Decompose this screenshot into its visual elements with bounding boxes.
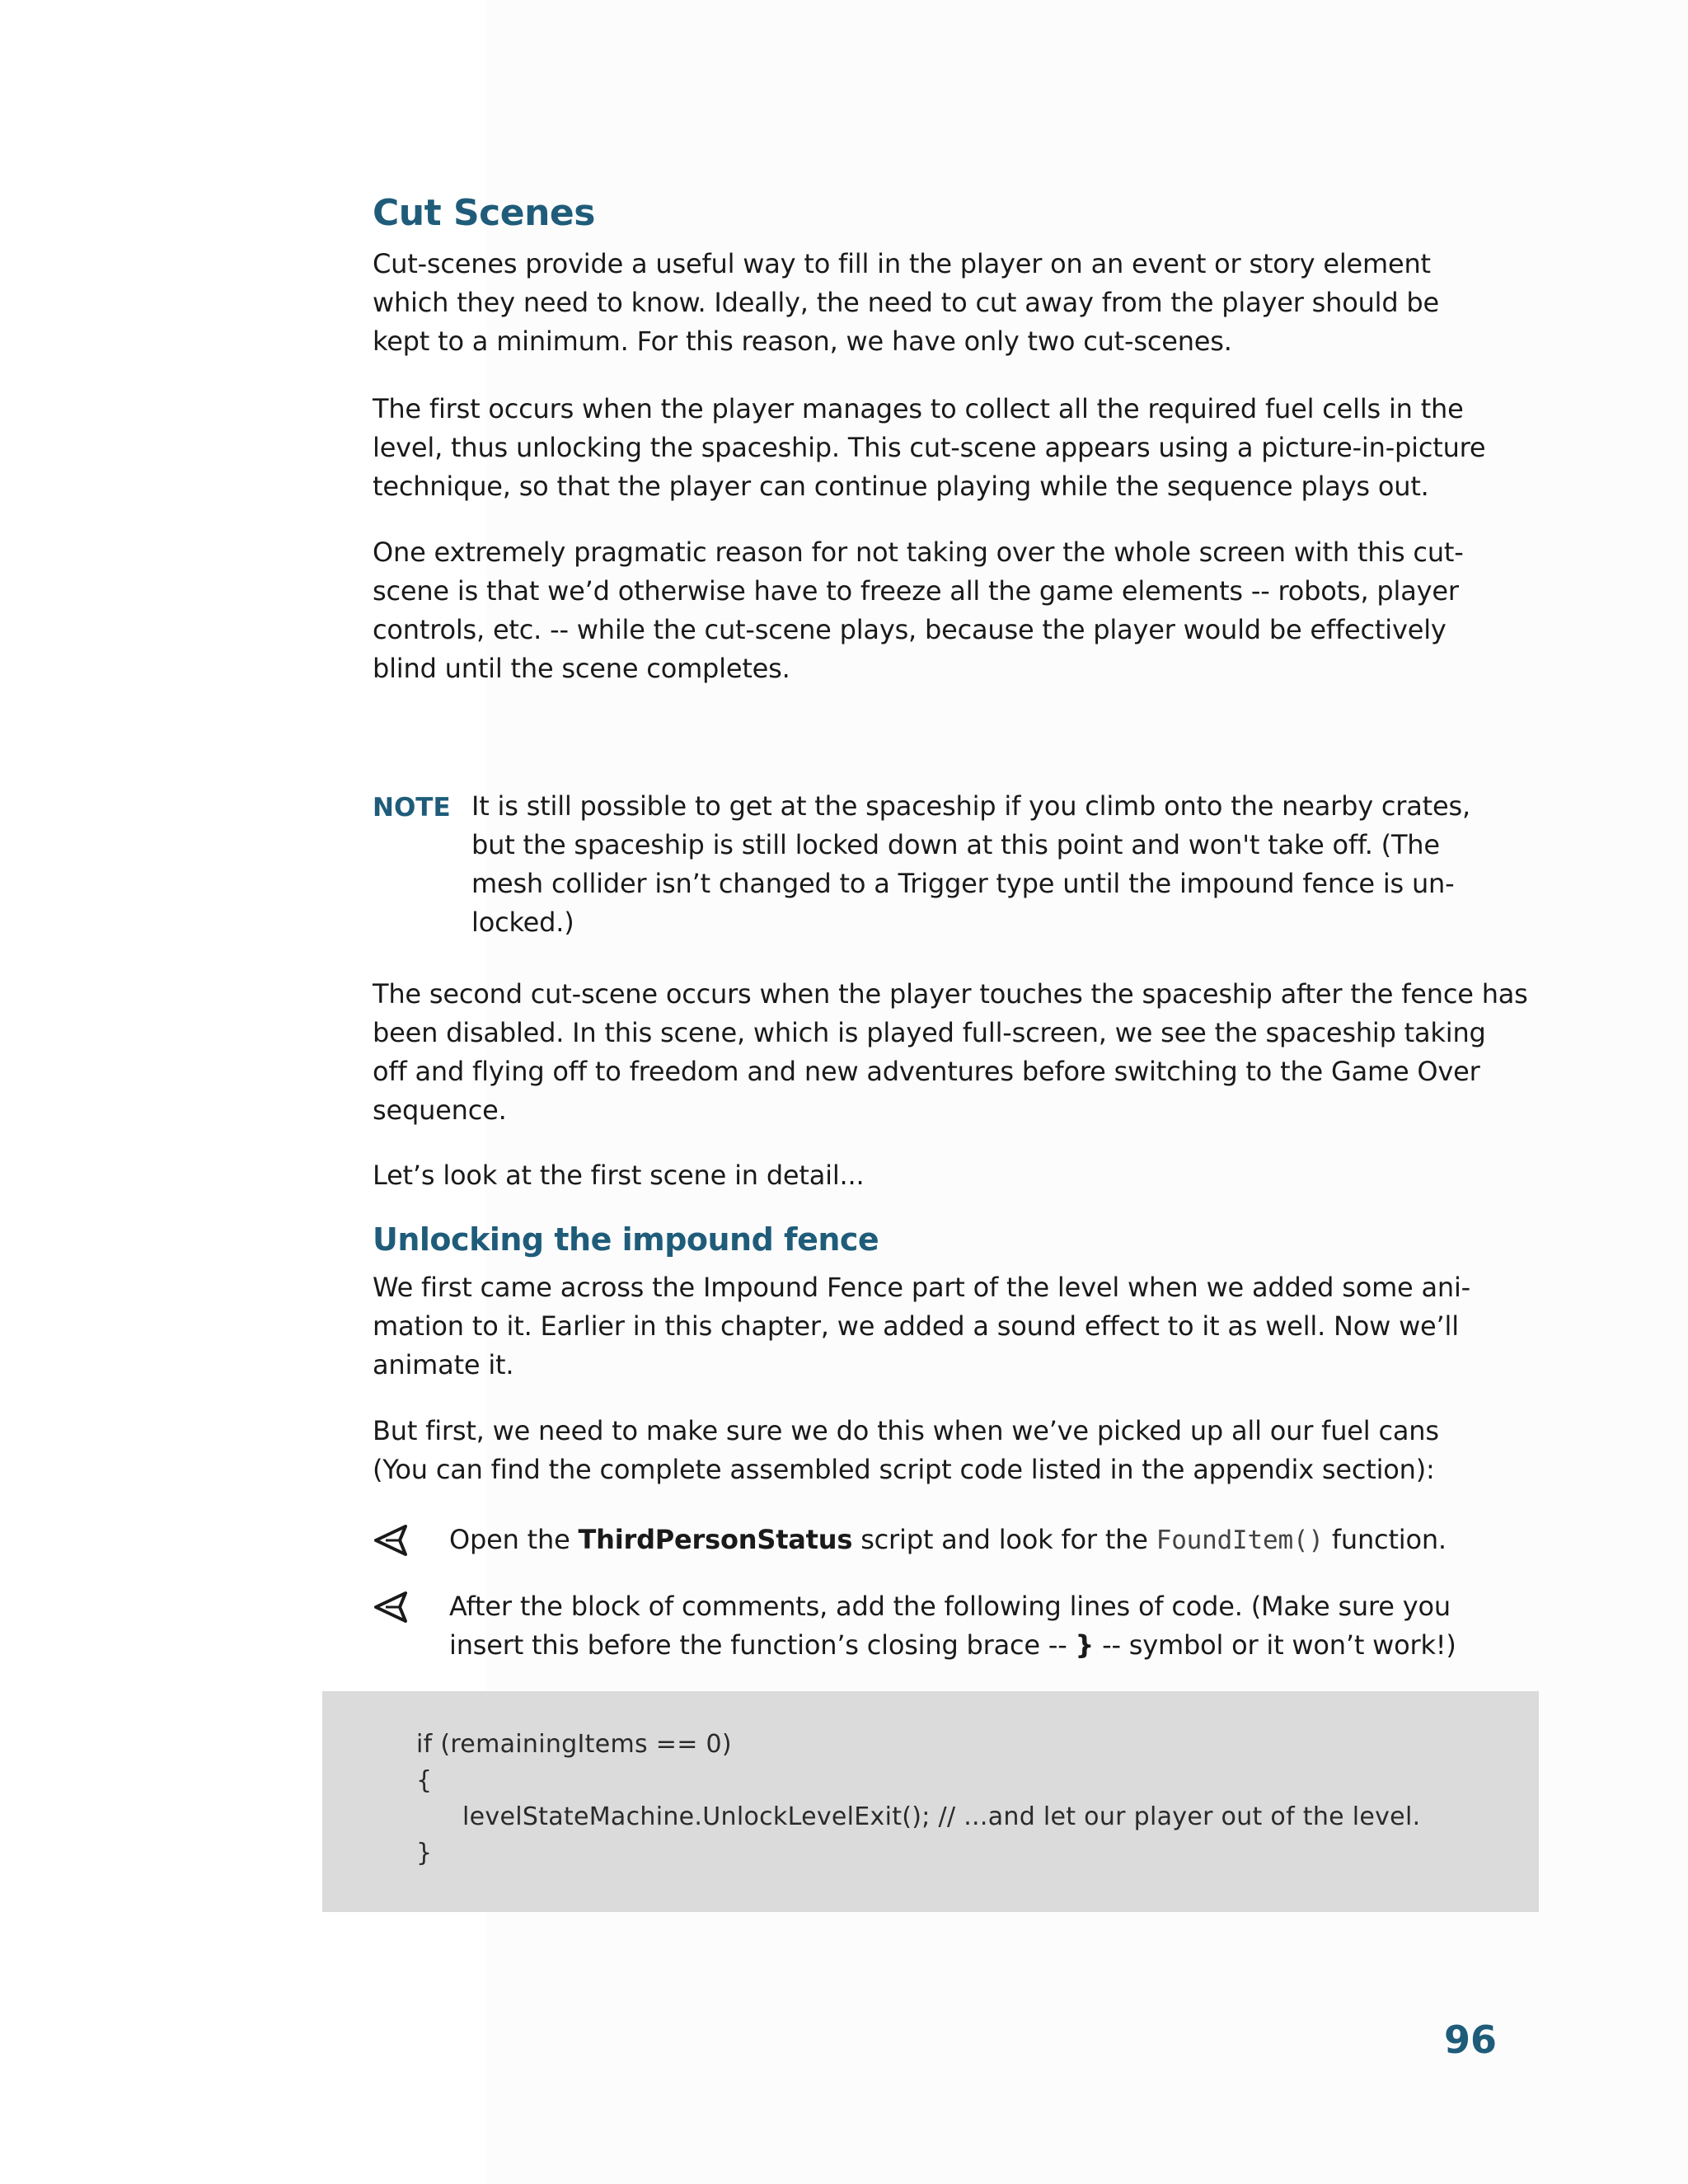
paragraph-pragmatic-reason: One extremely pragmatic reason for not taking over the whole screen with this cut- scene is that we’d otherwise have to freeze all the game elements -- robots, player controls, etc. -- while the cut-scene plays, because the player would be effectively blind until the scene completes.: [373, 537, 1464, 684]
script-name: ThirdPersonStatus: [578, 1524, 853, 1555]
code-line: if (remainingItems == 0): [416, 1730, 732, 1759]
paragraph-look-first-scene: Let’s look at the first scene in detail...: [373, 1160, 865, 1191]
paragraph-fuel-cans: But first, we need to make sure we do this when we’ve picked up all our fuel cans (You can find the complete assembled script code listed in the appendix section):: [373, 1415, 1439, 1485]
code-block: [322, 1691, 1539, 1912]
subsection-title: Unlocking the impound fence: [373, 1221, 879, 1258]
paragraph-intro: Cut-scenes provide a useful way to fill in the player on an event or story element which they need to know. Ideally, the need to cut away from the player should be kept to a minimum. For this reason, we have only two cut-scenes.: [373, 248, 1440, 357]
paragraph-second-cut-scene: The second cut-scene occurs when the player touches the spaceship after the fence has been disabled. In this scene, which is played full-screen, we see the spaceship taking off and flying off to freedom and new adventures before switching to the Game Over sequence.: [373, 978, 1528, 1126]
paragraph-impound-fence: We first came across the Impound Fence part of the level when we added some ani- mation to it. Earlier in this chapter, we added a sound effect to it as well. Now we’ll animate it.: [373, 1272, 1471, 1380]
closing-brace: }: [1075, 1629, 1095, 1661]
paragraph-first-cut-scene: The first occurs when the player manages to collect all the required fuel cells in the level, thus unlocking the spaceship. This cut-scene appears using a picture-in-picture technique, so that the player can continue playing while the sequence plays out.: [373, 393, 1486, 502]
step-text: Open the ThirdPersonStatus script and look for the FoundItem() function.: [449, 1524, 1447, 1555]
function-name: FoundItem(): [1156, 1526, 1324, 1555]
note-text: It is still possible to get at the spaceship if you climb onto the nearby crates, but the spaceship is still locked down at this point and won't take off. (The mesh collider isn’t changed to a Trigger type until the impound fence is un- locked.): [471, 790, 1470, 938]
note-label: NOTE: [373, 793, 451, 823]
step-text: After the block of comments, add the following lines of code. (Make sure you insert this before the function’s closing brace -- } -- symbol or it won’t work!): [449, 1591, 1456, 1661]
code-line: }: [416, 1839, 433, 1868]
unity-logo-icon: [373, 1522, 409, 1558]
code-line: levelStateMachine.UnlockLevelExit(); // ...and let our player out of the level.: [462, 1802, 1421, 1831]
section-title: Cut Scenes: [373, 192, 595, 234]
unity-logo-icon: [373, 1589, 409, 1625]
page-number: 96: [1444, 2018, 1498, 2062]
code-line: {: [416, 1766, 433, 1795]
